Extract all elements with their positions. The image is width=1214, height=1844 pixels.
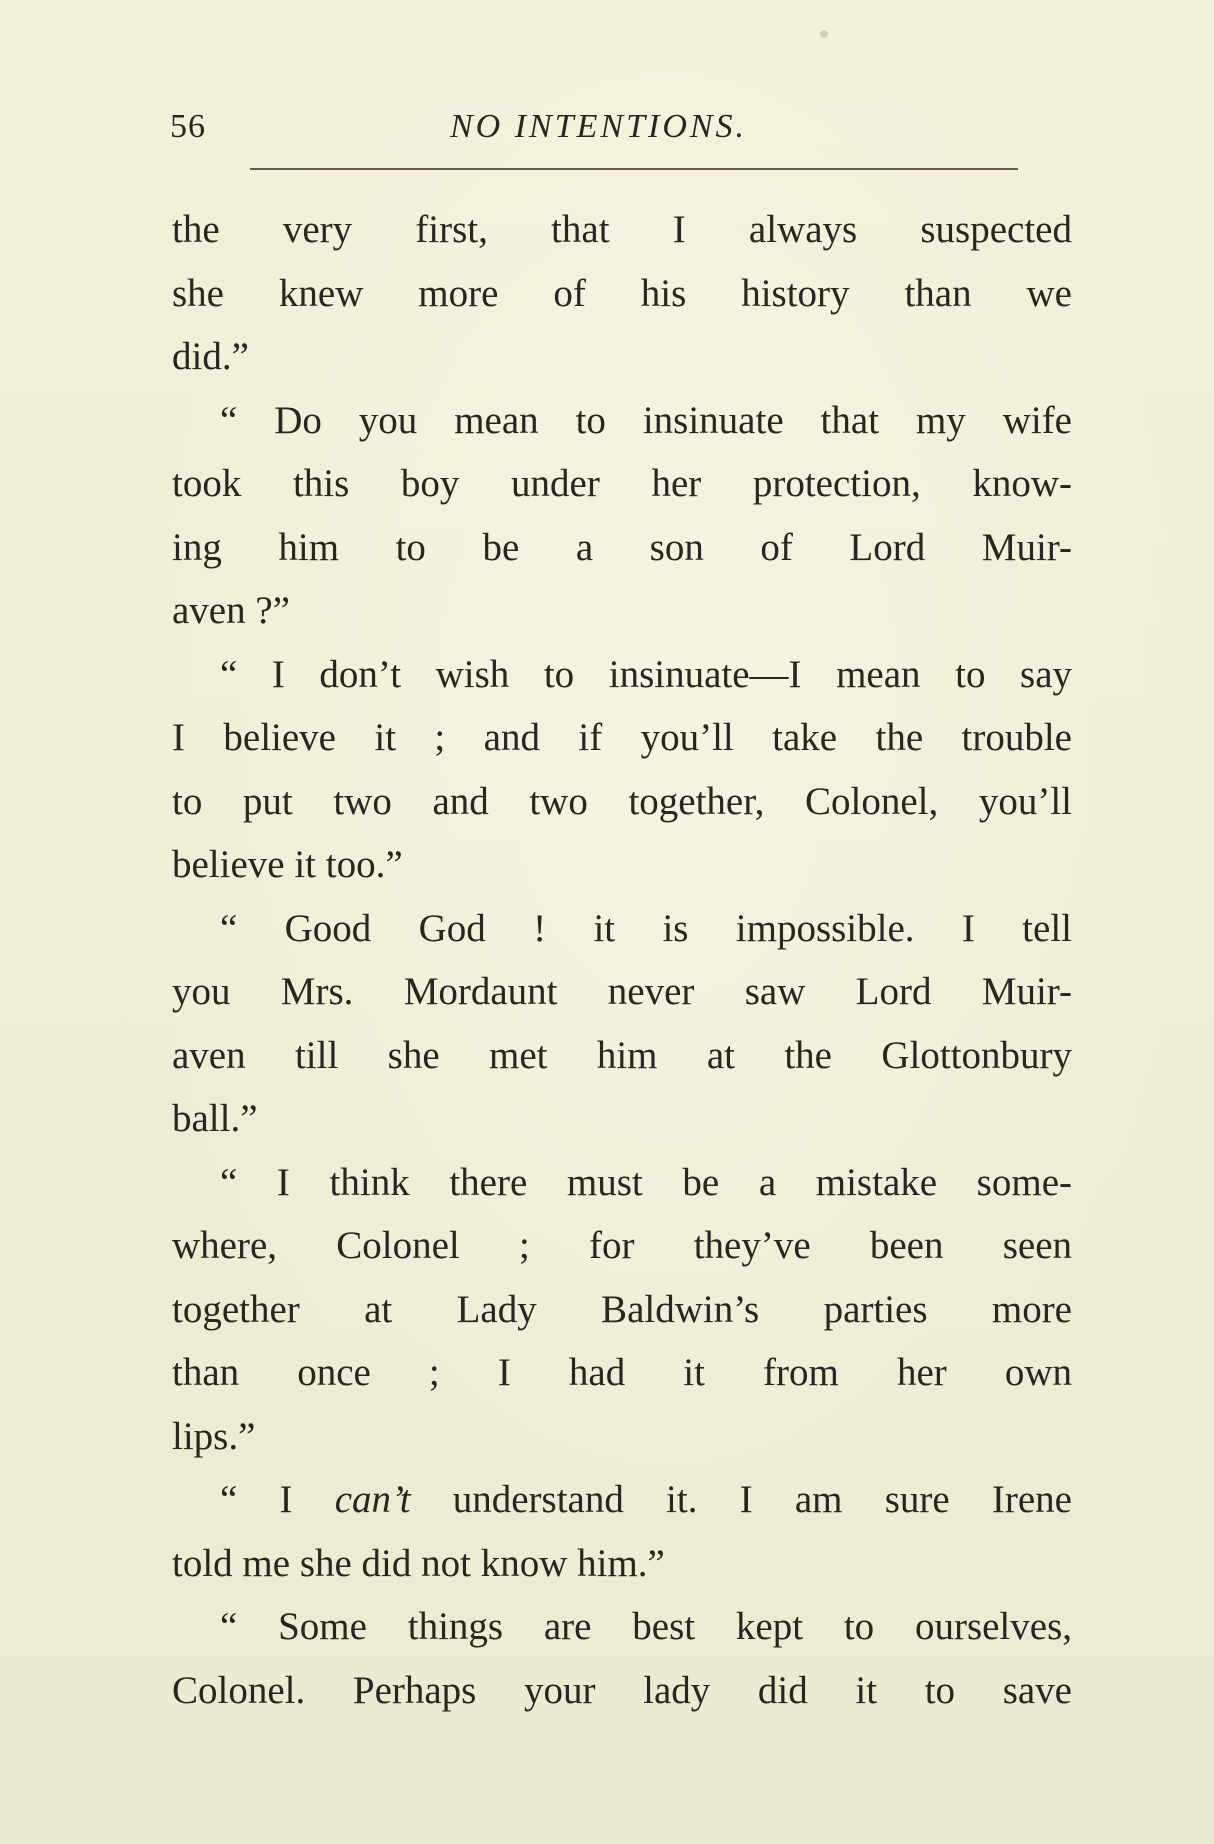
text-line: you Mrs. Mordaunt never saw Lord Muir-: [172, 970, 1072, 1013]
page-header: [170, 108, 1080, 148]
text-line: lips.”: [172, 1414, 256, 1458]
header-rule: [250, 168, 1018, 170]
text-line: did.”: [172, 335, 249, 378]
text-line: believe it too.”: [172, 843, 403, 886]
text-line: “ Good God ! it is impossible. I tell: [220, 906, 1072, 950]
text-line: she knew more of his history than we: [172, 271, 1072, 315]
text-line: “ I don’t wish to insinuate—I mean to say: [220, 652, 1072, 696]
emphasized-word: can’t: [334, 1478, 411, 1521]
text-line: “ Do you mean to insinuate that my wife: [220, 398, 1072, 442]
text-line: aven till she met him at the Glottonbury: [172, 1033, 1072, 1077]
text-line: ing him to be a son of Lord Muir-: [172, 525, 1072, 569]
text-line: “ I think there must be a mistake some-: [220, 1160, 1072, 1204]
text-line: where, Colonel ; for they’ve been seen: [172, 1224, 1072, 1267]
text-line: to put two and two together, Colonel, you’ll: [172, 779, 1072, 823]
line-start: “ I: [220, 1478, 293, 1521]
text-line: took this boy under her protection, know-: [172, 462, 1072, 505]
paper-spot: [820, 30, 828, 38]
text-line: together at Lady Baldwin’s parties more: [172, 1287, 1072, 1331]
text-line: Colonel. Perhaps your lady did it to save: [172, 1668, 1072, 1712]
text-line: than once ; I had it from her own: [172, 1351, 1072, 1394]
text-line: aven ?”: [172, 589, 290, 632]
line-end: understand it. I am sure Irene: [452, 1478, 1072, 1521]
text-line: told me she did not know him.”: [172, 1541, 665, 1585]
text-line: I believe it ; and if you’ll take the trouble: [172, 716, 1072, 759]
text-line: the very first, that I always suspected: [172, 208, 1072, 251]
text-line-with-emphasis: [172, 1468, 1072, 1532]
page-number: 56: [170, 108, 206, 145]
running-title: NO INTENTIONS.: [450, 108, 748, 145]
text-line: “ Some things are best kept to ourselves,: [220, 1605, 1072, 1648]
body-text: [172, 198, 1072, 1722]
text-line: ball.”: [172, 1097, 258, 1140]
